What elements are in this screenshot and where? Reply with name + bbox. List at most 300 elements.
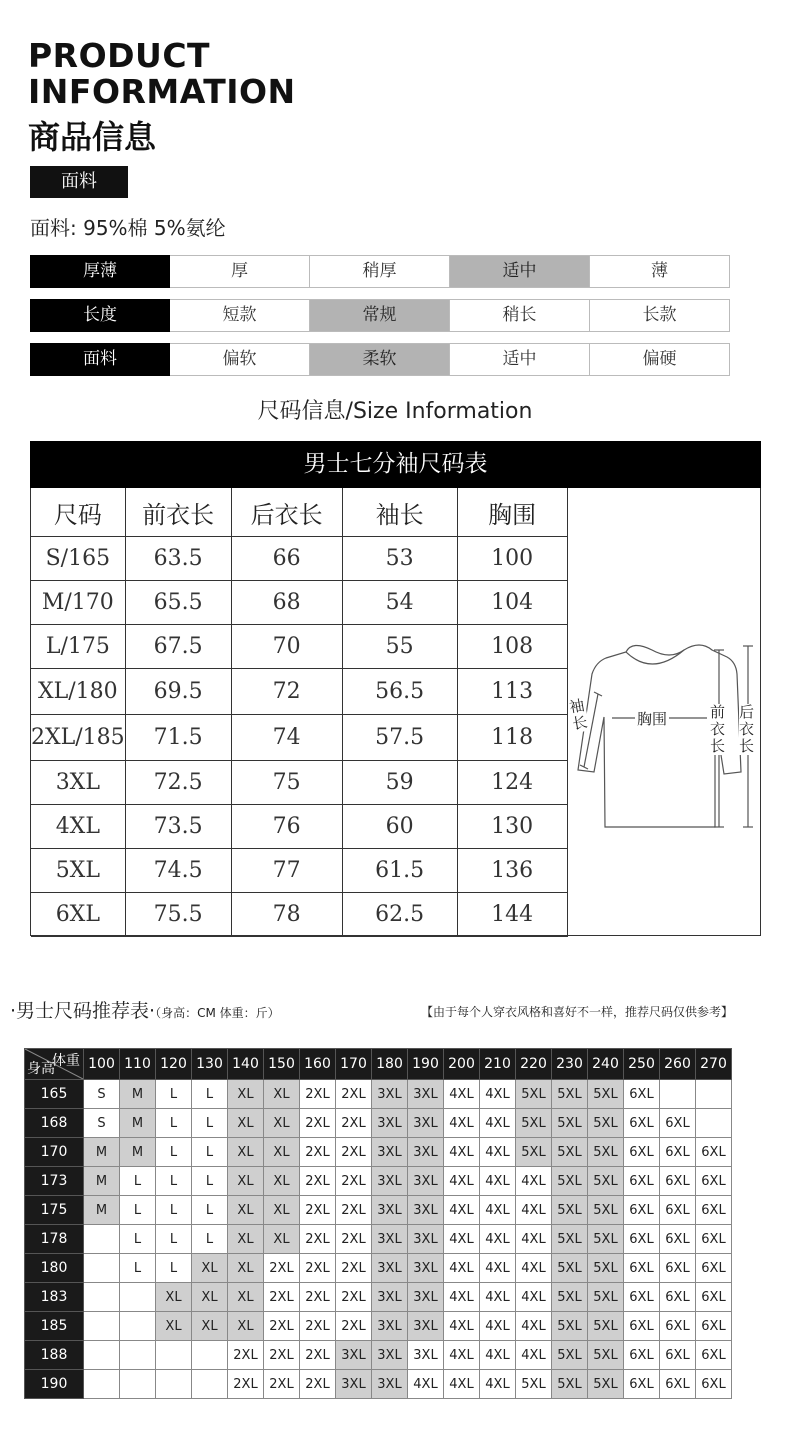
size-cell: 62.5 (342, 893, 457, 937)
recommend-title (10, 996, 280, 1023)
recommend-cell: 2XL (300, 1225, 336, 1254)
recommend-cell: S (84, 1109, 120, 1138)
recommend-cell: 6XL (624, 1080, 660, 1109)
corner-weight-label: 体重 (52, 1053, 80, 1069)
recommend-cell: 4XL (516, 1196, 552, 1225)
recommend-corner (25, 1049, 84, 1080)
recommend-cell: XL (228, 1167, 264, 1196)
size-cell: 61.5 (342, 849, 457, 893)
recommend-cell: 2XL (336, 1254, 372, 1283)
recommend-cell: 4XL (444, 1080, 480, 1109)
recommend-cell: 6XL (660, 1370, 696, 1399)
size-cell: 60 (342, 805, 457, 849)
attribute-option-selected: 常规 (310, 299, 450, 332)
recommend-cell: 2XL (228, 1370, 264, 1399)
recommend-row (25, 1196, 732, 1225)
size-row (31, 625, 567, 669)
recommend-cell: 3XL (372, 1109, 408, 1138)
recommend-cell: L (156, 1080, 192, 1109)
height-header: 190 (25, 1370, 84, 1399)
recommend-cell: 6XL (660, 1138, 696, 1167)
recommend-cell: 6XL (624, 1196, 660, 1225)
recommend-cell: 5XL (552, 1254, 588, 1283)
size-cell: 130 (457, 805, 567, 849)
recommend-cell: 5XL (552, 1109, 588, 1138)
recommend-cell: 3XL (336, 1341, 372, 1370)
recommend-cell: 4XL (480, 1283, 516, 1312)
size-cell: 56.5 (342, 669, 457, 715)
recommend-cell: 5XL (588, 1283, 624, 1312)
size-cell: 104 (457, 581, 567, 625)
weight-header: 120 (156, 1049, 192, 1080)
attribute-option-selected: 适中 (450, 255, 590, 288)
recommend-cell: 6XL (660, 1109, 696, 1138)
recommend-cell (156, 1341, 192, 1370)
recommend-cell: 5XL (516, 1109, 552, 1138)
size-row (31, 581, 567, 625)
recommend-cell: 2XL (264, 1254, 300, 1283)
recommend-cell: 6XL (660, 1283, 696, 1312)
size-cell: 76 (231, 805, 342, 849)
recommend-header-row (25, 1049, 732, 1080)
recommend-cell: 5XL (552, 1312, 588, 1341)
size-grid (31, 488, 568, 937)
weight-header: 260 (660, 1049, 696, 1080)
recommend-row (25, 1341, 732, 1370)
size-row (31, 893, 567, 937)
recommend-cell: 2XL (336, 1167, 372, 1196)
recommend-cell: 3XL (408, 1196, 444, 1225)
recommend-cell (120, 1312, 156, 1341)
recommend-cell: 4XL (516, 1225, 552, 1254)
recommend-cell: 3XL (372, 1138, 408, 1167)
recommend-cell: M (84, 1196, 120, 1225)
recommend-cell: 4XL (516, 1167, 552, 1196)
recommend-cell: 4XL (480, 1167, 516, 1196)
recommend-cell: XL (228, 1283, 264, 1312)
recommend-cell (84, 1283, 120, 1312)
recommend-cell: 4XL (480, 1225, 516, 1254)
title-cn: 商品信息 (28, 118, 157, 156)
recommend-cell: M (120, 1138, 156, 1167)
recommend-cell: S (84, 1080, 120, 1109)
recommend-cell: 2XL (336, 1312, 372, 1341)
recommend-cell: 4XL (444, 1138, 480, 1167)
recommend-cell: 2XL (300, 1370, 336, 1399)
recommend-cell: 6XL (624, 1167, 660, 1196)
recommend-cell: 5XL (588, 1312, 624, 1341)
size-column-header: 前衣长 (125, 488, 231, 537)
recommend-cell: 2XL (300, 1167, 336, 1196)
recommend-cell: L (120, 1225, 156, 1254)
recommend-cell: 5XL (588, 1225, 624, 1254)
size-column-header: 胸围 (457, 488, 567, 537)
chest-label: 胸围 (637, 710, 668, 728)
recommend-cell: 3XL (372, 1167, 408, 1196)
recommend-cell (696, 1080, 732, 1109)
recommend-cell: 3XL (372, 1283, 408, 1312)
recommend-row (25, 1254, 732, 1283)
recommend-cell: 5XL (588, 1254, 624, 1283)
size-row (31, 537, 567, 581)
recommend-cell: 2XL (300, 1341, 336, 1370)
recommend-cell: 5XL (552, 1225, 588, 1254)
size-cell: 108 (457, 625, 567, 669)
recommend-cell: L (120, 1196, 156, 1225)
recommend-cell: XL (228, 1312, 264, 1341)
recommend-cell: L (156, 1109, 192, 1138)
recommend-cell: 4XL (444, 1312, 480, 1341)
recommend-cell: 3XL (408, 1080, 444, 1109)
weight-header: 150 (264, 1049, 300, 1080)
recommend-cell: 4XL (516, 1283, 552, 1312)
size-cell: 74 (231, 715, 342, 761)
recommend-cell (696, 1109, 732, 1138)
recommend-cell: 5XL (588, 1370, 624, 1399)
recommend-cell: 2XL (300, 1196, 336, 1225)
height-header: 180 (25, 1254, 84, 1283)
recommend-cell: 5XL (552, 1196, 588, 1225)
recommend-cell: 5XL (552, 1167, 588, 1196)
recommend-cell: XL (192, 1283, 228, 1312)
height-header: 183 (25, 1283, 84, 1312)
attribute-label: 面料 (30, 343, 170, 376)
recommend-cell: L (192, 1167, 228, 1196)
recommend-cell: 5XL (588, 1341, 624, 1370)
recommend-cell: 4XL (408, 1370, 444, 1399)
recommend-cell: 2XL (336, 1080, 372, 1109)
size-column-header: 尺码 (31, 488, 125, 537)
recommend-cell: 6XL (696, 1283, 732, 1312)
recommend-cell: 4XL (480, 1312, 516, 1341)
size-cell: 3XL (31, 761, 125, 805)
size-chart (30, 441, 761, 936)
recommend-cell: 3XL (372, 1225, 408, 1254)
size-cell: 2XL/185 (31, 715, 125, 761)
title-information: INFORMATION (28, 72, 296, 111)
recommend-row (25, 1080, 732, 1109)
size-row (31, 761, 567, 805)
recommend-cell: 5XL (588, 1167, 624, 1196)
recommend-cell: L (192, 1138, 228, 1167)
size-cell: S/165 (31, 537, 125, 581)
recommend-cell: 6XL (660, 1196, 696, 1225)
recommend-row (25, 1109, 732, 1138)
weight-header: 220 (516, 1049, 552, 1080)
attribute-option: 稍长 (450, 299, 590, 332)
recommend-cell: 5XL (588, 1138, 624, 1167)
size-cell: 69.5 (125, 669, 231, 715)
size-column-header: 袖长 (342, 488, 457, 537)
recommend-cell: 4XL (516, 1312, 552, 1341)
recommend-title-text: ·男士尺码推荐表· (10, 1000, 156, 1022)
height-header: 185 (25, 1312, 84, 1341)
recommend-cell: 5XL (588, 1196, 624, 1225)
recommend-cell: 3XL (408, 1283, 444, 1312)
size-cell: 4XL (31, 805, 125, 849)
recommend-cell (84, 1312, 120, 1341)
weight-header: 130 (192, 1049, 228, 1080)
recommend-cell: 2XL (336, 1109, 372, 1138)
recommend-cell (84, 1254, 120, 1283)
recommend-cell: 6XL (624, 1254, 660, 1283)
recommend-cell: 2XL (264, 1283, 300, 1312)
recommend-cell: 6XL (660, 1341, 696, 1370)
title-product: PRODUCT (28, 36, 211, 75)
recommend-cell: XL (192, 1312, 228, 1341)
recommend-row (25, 1138, 732, 1167)
attribute-label: 厚薄 (30, 255, 170, 288)
recommend-cell: 2XL (300, 1109, 336, 1138)
recommend-cell: 6XL (624, 1341, 660, 1370)
weight-header: 100 (84, 1049, 120, 1080)
size-cell: 144 (457, 893, 567, 937)
recommend-cell: 6XL (660, 1167, 696, 1196)
recommend-cell: 3XL (408, 1225, 444, 1254)
recommend-cell: 4XL (444, 1196, 480, 1225)
recommend-cell: 4XL (444, 1341, 480, 1370)
recommend-cell: 4XL (480, 1370, 516, 1399)
recommend-cell: 4XL (516, 1254, 552, 1283)
attribute-option: 稍厚 (310, 255, 450, 288)
corner-height-label: 身高 (27, 1061, 55, 1077)
recommend-cell: XL (264, 1196, 300, 1225)
size-cell: XL/180 (31, 669, 125, 715)
recommend-cell: 5XL (516, 1138, 552, 1167)
recommend-cell: 6XL (624, 1225, 660, 1254)
recommend-cell: M (120, 1080, 156, 1109)
recommend-cell: 5XL (588, 1080, 624, 1109)
size-cell: 75.5 (125, 893, 231, 937)
size-cell: 136 (457, 849, 567, 893)
recommend-cell: 4XL (480, 1138, 516, 1167)
recommend-cell: 2XL (264, 1312, 300, 1341)
recommend-cell: 3XL (408, 1109, 444, 1138)
recommend-cell: 3XL (372, 1370, 408, 1399)
recommend-row (25, 1370, 732, 1399)
recommend-cell: 2XL (300, 1283, 336, 1312)
recommend-cell: XL (264, 1167, 300, 1196)
attribute-option: 偏硬 (590, 343, 730, 376)
size-cell: 118 (457, 715, 567, 761)
recommend-cell: XL (264, 1109, 300, 1138)
recommend-cell: 3XL (408, 1341, 444, 1370)
recommend-cell: 6XL (660, 1312, 696, 1341)
recommend-cell: 4XL (444, 1254, 480, 1283)
size-cell: 71.5 (125, 715, 231, 761)
recommend-cell: L (156, 1254, 192, 1283)
recommend-cell: 3XL (408, 1254, 444, 1283)
recommend-cell: 4XL (444, 1283, 480, 1312)
recommend-cell: M (84, 1167, 120, 1196)
weight-header: 180 (372, 1049, 408, 1080)
recommend-cell: 4XL (444, 1109, 480, 1138)
recommend-cell: 5XL (552, 1138, 588, 1167)
size-cell: 5XL (31, 849, 125, 893)
recommend-cell: 2XL (300, 1254, 336, 1283)
recommend-cell (120, 1283, 156, 1312)
size-cell: 59 (342, 761, 457, 805)
attribute-option: 薄 (590, 255, 730, 288)
recommend-cell: 2XL (336, 1225, 372, 1254)
recommend-cell: 6XL (696, 1225, 732, 1254)
recommend-cell (84, 1341, 120, 1370)
recommend-row (25, 1167, 732, 1196)
recommend-cell: 4XL (480, 1109, 516, 1138)
recommend-cell: 6XL (696, 1341, 732, 1370)
size-cell: 54 (342, 581, 457, 625)
recommend-disclaimer: 【由于每个人穿衣风格和喜好不一样，推荐尺码仅供参考】 (421, 1005, 734, 1019)
recommend-cell: XL (228, 1080, 264, 1109)
recommend-cell: 6XL (660, 1225, 696, 1254)
height-header: 165 (25, 1080, 84, 1109)
front-length-label: 前衣长 (710, 703, 726, 755)
size-cell: 63.5 (125, 537, 231, 581)
recommend-cell: 5XL (552, 1080, 588, 1109)
recommend-cell: 5XL (516, 1080, 552, 1109)
recommend-cell: L (156, 1167, 192, 1196)
recommend-table (24, 1048, 732, 1399)
recommend-row (25, 1312, 732, 1341)
size-cell: 74.5 (125, 849, 231, 893)
size-cell: 53 (342, 537, 457, 581)
weight-header: 160 (300, 1049, 336, 1080)
recommend-cell: 3XL (336, 1370, 372, 1399)
recommend-cell: XL (264, 1225, 300, 1254)
recommend-cell: 3XL (372, 1312, 408, 1341)
recommend-cell: L (120, 1167, 156, 1196)
recommend-cell: 6XL (696, 1254, 732, 1283)
recommend-cell: 3XL (372, 1196, 408, 1225)
recommend-cell: XL (264, 1138, 300, 1167)
recommend-cell: 3XL (408, 1312, 444, 1341)
attribute-option: 厚 (170, 255, 310, 288)
recommend-cell: M (84, 1138, 120, 1167)
recommend-cell: 4XL (444, 1167, 480, 1196)
recommend-cell: 6XL (624, 1283, 660, 1312)
recommend-cell: L (192, 1080, 228, 1109)
recommend-cell: 2XL (264, 1341, 300, 1370)
recommend-cell: 4XL (480, 1254, 516, 1283)
recommend-cell: L (192, 1196, 228, 1225)
recommend-cell: 2XL (336, 1196, 372, 1225)
size-cell: 70 (231, 625, 342, 669)
recommend-cell: 6XL (624, 1138, 660, 1167)
recommend-cell: L (156, 1225, 192, 1254)
size-cell: 67.5 (125, 625, 231, 669)
recommend-cell: 2XL (336, 1283, 372, 1312)
size-cell: 68 (231, 581, 342, 625)
recommend-cell: 2XL (228, 1341, 264, 1370)
recommend-cell: XL (156, 1312, 192, 1341)
recommend-cell: 6XL (696, 1312, 732, 1341)
recommend-cell: 6XL (696, 1196, 732, 1225)
recommend-cell (660, 1080, 696, 1109)
recommend-cell: 6XL (660, 1254, 696, 1283)
recommend-cell (192, 1341, 228, 1370)
recommend-cell (192, 1370, 228, 1399)
recommend-cell: 3XL (408, 1167, 444, 1196)
recommend-cell: 2XL (300, 1138, 336, 1167)
recommend-row (25, 1225, 732, 1254)
recommend-cell: 3XL (408, 1138, 444, 1167)
recommend-cell: 3XL (372, 1341, 408, 1370)
recommend-cell: 2XL (264, 1370, 300, 1399)
size-cell: 78 (231, 893, 342, 937)
recommend-cell: XL (228, 1225, 264, 1254)
size-cell: 55 (342, 625, 457, 669)
recommend-cell: 6XL (624, 1109, 660, 1138)
recommend-cell: L (156, 1138, 192, 1167)
recommend-cell (84, 1370, 120, 1399)
recommend-units-note: （身高：CM 体重：斤） (155, 1006, 280, 1020)
size-row (31, 805, 567, 849)
recommend-cell (84, 1225, 120, 1254)
size-column-header: 后衣长 (231, 488, 342, 537)
recommend-cell: L (120, 1254, 156, 1283)
weight-header: 210 (480, 1049, 516, 1080)
attribute-option: 偏软 (170, 343, 310, 376)
weight-header: 190 (408, 1049, 444, 1080)
size-cell: L/175 (31, 625, 125, 669)
weight-header: 200 (444, 1049, 480, 1080)
height-header: 170 (25, 1138, 84, 1167)
height-header: 188 (25, 1341, 84, 1370)
size-cell: 72 (231, 669, 342, 715)
weight-header: 140 (228, 1049, 264, 1080)
recommend-cell (120, 1341, 156, 1370)
recommend-cell: 4XL (480, 1196, 516, 1225)
size-chart-title: 男士七分袖尺码表 (30, 441, 761, 488)
size-cell: 113 (457, 669, 567, 715)
size-cell: M/170 (31, 581, 125, 625)
recommend-cell: 4XL (444, 1370, 480, 1399)
fabric-tag: 面料 (30, 166, 128, 198)
height-header: 168 (25, 1109, 84, 1138)
size-info-heading: 尺码信息/Size Information (257, 399, 533, 424)
recommend-cell: 3XL (372, 1254, 408, 1283)
recommend-cell: 6XL (696, 1167, 732, 1196)
height-header: 173 (25, 1167, 84, 1196)
recommend-cell: 4XL (516, 1341, 552, 1370)
size-cell: 65.5 (125, 581, 231, 625)
size-row (31, 669, 567, 715)
size-row (31, 849, 567, 893)
size-cell: 77 (231, 849, 342, 893)
recommend-cell: XL (228, 1254, 264, 1283)
recommend-cell: 2XL (300, 1080, 336, 1109)
recommend-cell (156, 1370, 192, 1399)
attribute-option: 长款 (590, 299, 730, 332)
recommend-cell: XL (264, 1080, 300, 1109)
recommend-cell: 6XL (624, 1312, 660, 1341)
size-cell: 57.5 (342, 715, 457, 761)
recommend-cell: L (192, 1225, 228, 1254)
attribute-row (30, 299, 730, 332)
attribute-option-selected: 柔软 (310, 343, 450, 376)
recommend-cell: XL (156, 1283, 192, 1312)
recommend-row (25, 1283, 732, 1312)
back-length-label: 后衣长 (739, 703, 755, 755)
recommend-cell: 5XL (552, 1370, 588, 1399)
recommend-cell: 5XL (552, 1341, 588, 1370)
recommend-cell: 4XL (444, 1225, 480, 1254)
size-cell: 73.5 (125, 805, 231, 849)
size-cell: 100 (457, 537, 567, 581)
recommend-cell: 5XL (552, 1283, 588, 1312)
fabric-composition: 面料: 95%棉 5%氨纶 (30, 216, 226, 240)
weight-header: 230 (552, 1049, 588, 1080)
